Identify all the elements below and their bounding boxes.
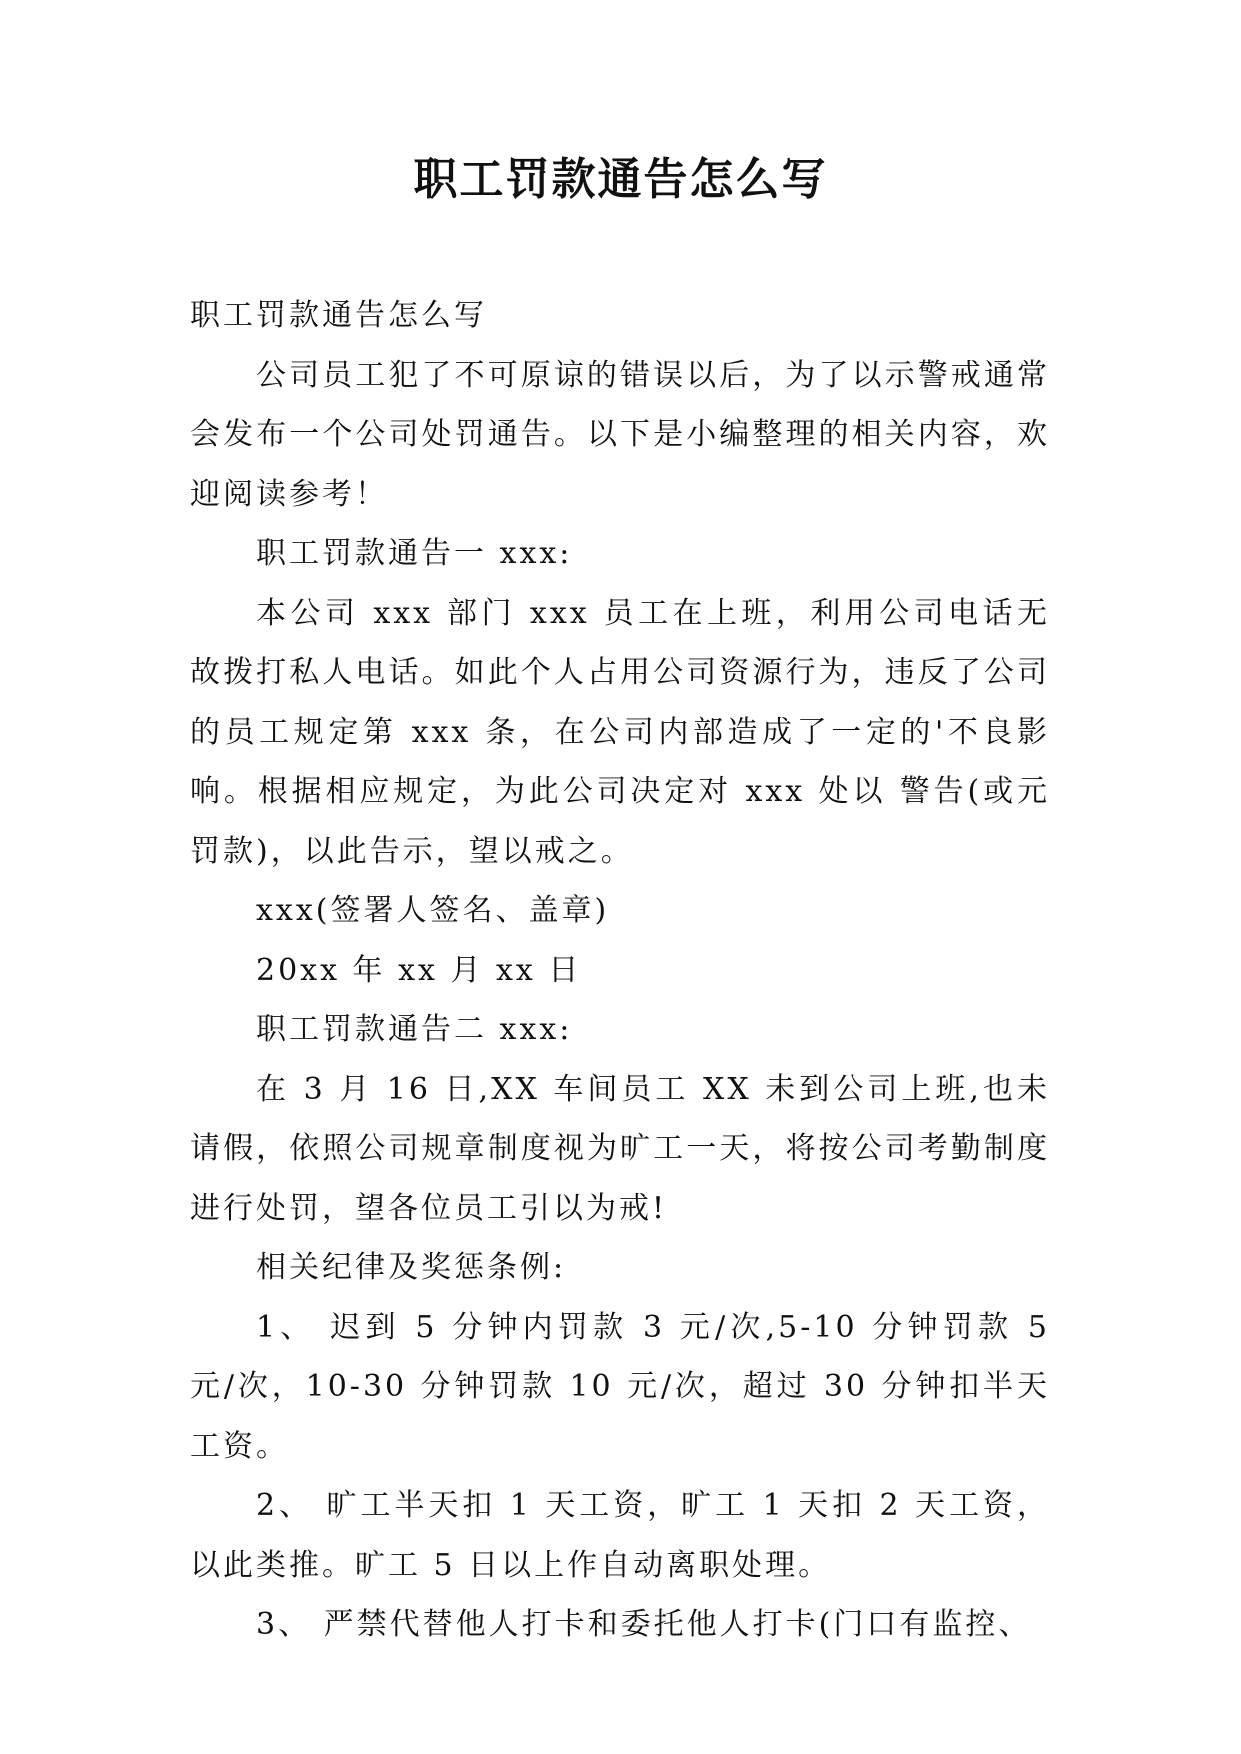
notice-one-date: 20xx 年 xx 月 xx 日 bbox=[256, 952, 582, 988]
document-title: 职工罚款通告怎么写 bbox=[413, 154, 828, 205]
notice-one-body: 本公司 xxx 部门 xxx 员工在上班，利用公司电话无故拨打私人电话。如此个人占用公司资源行为，违反了公司的员工规定第 xxx 条，在公司内部造成了一定的'不良影响。根据相应规定，为此公司决定对 xxx 处以 警告(或元罚款)，以此告示，望以戒之。 bbox=[190, 595, 1050, 869]
rules-heading: 相关纪律及奖惩条例: bbox=[256, 1250, 567, 1285]
body-heading: 职工罚款通告怎么写 bbox=[190, 298, 487, 333]
rule-item-2: 2、 旷工半天扣 1 天工资，旷工 1 天扣 2 天工资，以此类推。旷工 5 日以上作自动离职处理。 bbox=[190, 1488, 1050, 1583]
notice-two-heading: 职工罚款通告二 xxx: bbox=[256, 1012, 573, 1047]
notice-one-signature: xxx(签署人签名、盖章) bbox=[256, 893, 610, 928]
document-body bbox=[190, 286, 1050, 1655]
notice-one-heading: 职工罚款通告一 xxx: bbox=[256, 536, 573, 571]
rule-item-3: 3、 严禁代替他人打卡和委托他人打卡(门口有监控、 bbox=[256, 1607, 1032, 1642]
intro-paragraph: 公司员工犯了不可原谅的错误以后，为了以示警戒通常会发布一个公司处罚通告。以下是小编整理的相关内容，欢迎阅读参考！ bbox=[190, 357, 1050, 512]
rule-item-1: 1、 迟到 5 分钟内罚款 3 元/次,5-10 分钟罚款 5 元/次，10-30 分钟罚款 10 元/次，超过 30 分钟扣半天工资。 bbox=[190, 1309, 1050, 1464]
notice-two-body: 在 3 月 16 日,XX 车间员工 XX 未到公司上班,也未请假，依照公司规章制度视为旷工一天，将按公司考勤制度进行处罚，望各位员工引以为戒! bbox=[190, 1071, 1050, 1226]
